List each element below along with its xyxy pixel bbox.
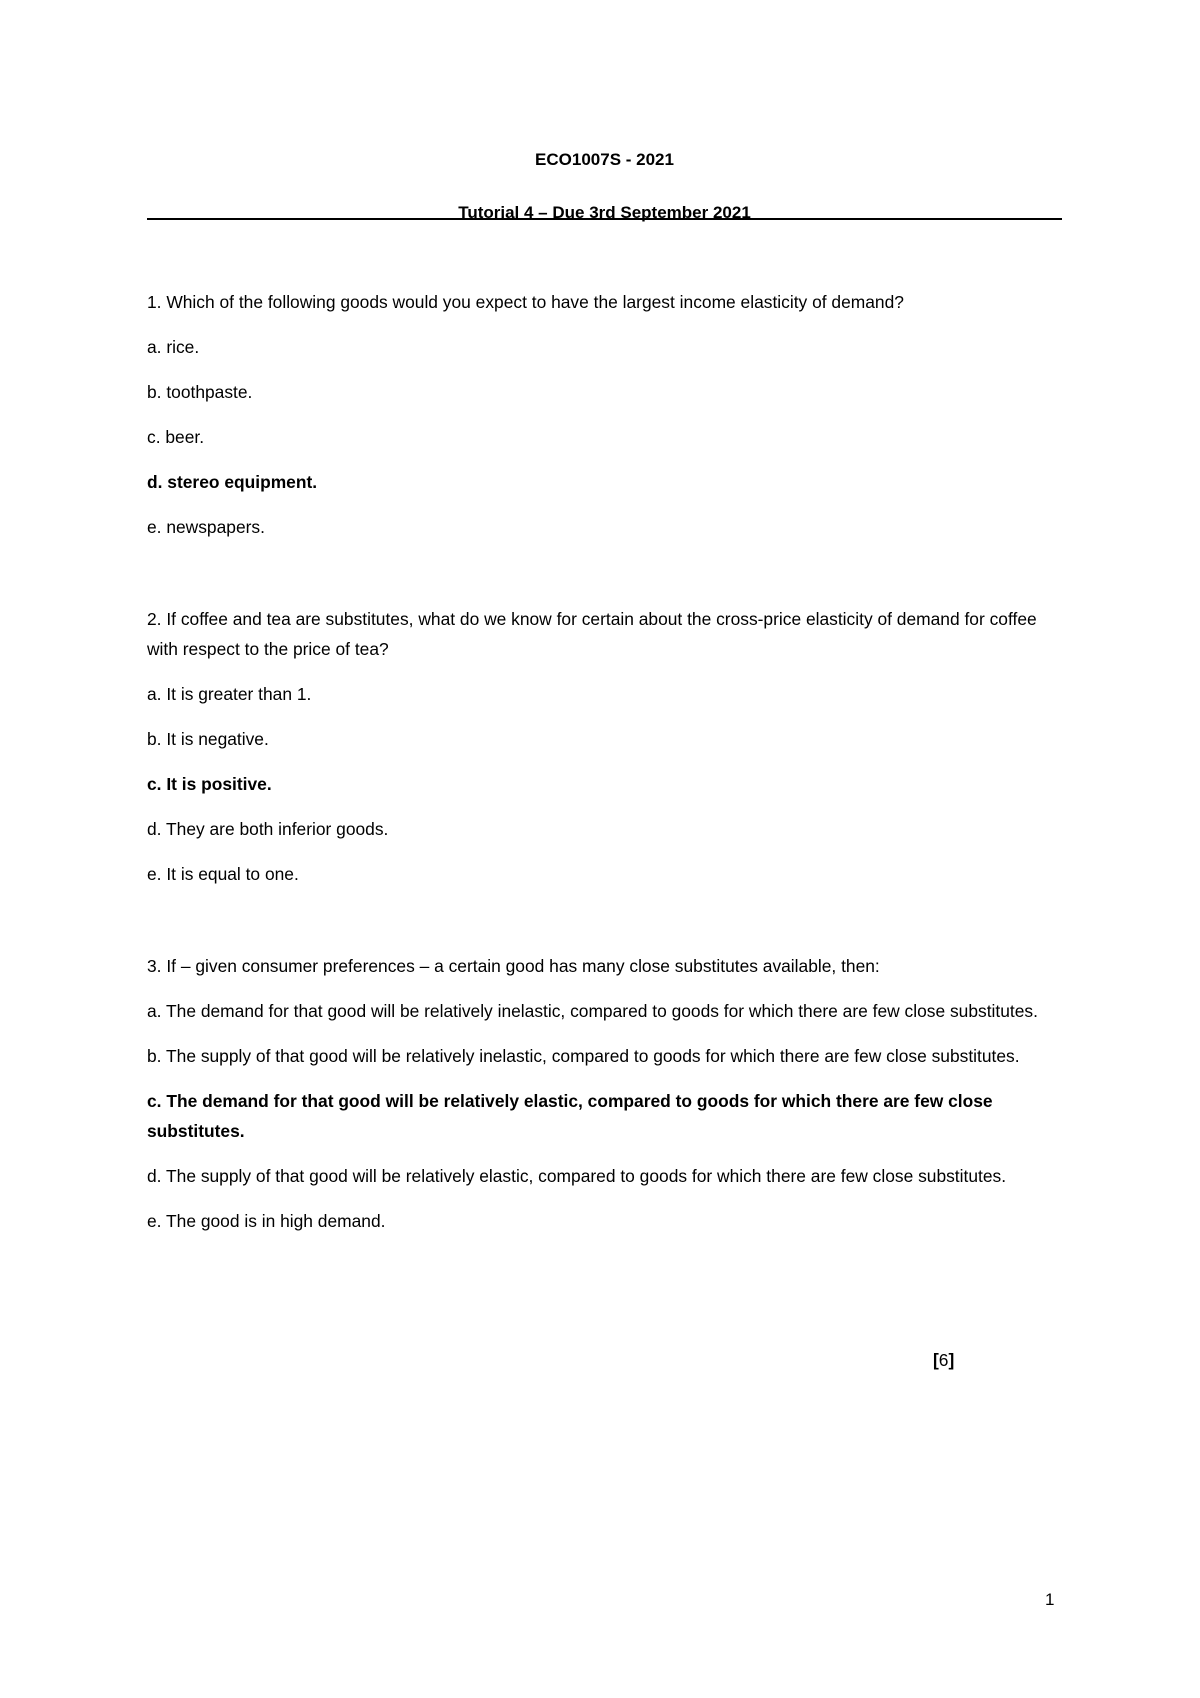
- option-c: c. The demand for that good will be relatively elastic, compared to goods for which there are few close substitutes.: [147, 1091, 993, 1141]
- question-spacer: [147, 904, 1062, 951]
- option-d: d. stereo equipment.: [147, 472, 318, 492]
- question-spacer: [147, 557, 1062, 604]
- option-e: e. It is equal to one.: [147, 864, 299, 884]
- question-2: [147, 604, 1062, 889]
- marks-close-bracket: ]: [948, 1350, 955, 1370]
- marks-open-bracket: [: [933, 1350, 939, 1370]
- tutorial-title: Tutorial 4 – Due 3rd September 2021: [458, 203, 751, 222]
- question-1: [147, 287, 1062, 542]
- total-marks: [933, 1348, 954, 1372]
- questions-section: [147, 287, 1062, 1251]
- option-d: d. The supply of that good will be relatively elastic, compared to goods for which there are few close substitutes.: [147, 1166, 1007, 1186]
- marks-value: 6: [938, 1350, 949, 1370]
- question-text: 2. If coffee and tea are substitutes, what do we know for certain about the cross-price elasticity of demand for coffee with respect to the price of tea?: [147, 609, 1037, 659]
- document-header: [147, 148, 1062, 225]
- option-c: c. It is positive.: [147, 774, 272, 794]
- option-a: a. It is greater than 1.: [147, 684, 312, 704]
- page-number: 1: [1045, 1590, 1055, 1609]
- question-text: 3. If – given consumer preferences – a certain good has many close substitutes available, then:: [147, 956, 880, 976]
- option-c: c. beer.: [147, 427, 205, 447]
- option-e: e. newspapers.: [147, 517, 265, 537]
- option-b: b. It is negative.: [147, 729, 269, 749]
- option-a: a. The demand for that good will be relatively inelastic, compared to goods for which there are few close substitutes.: [147, 1001, 1038, 1021]
- option-e: e. The good is in high demand.: [147, 1211, 386, 1231]
- option-a: a. rice.: [147, 337, 200, 357]
- header-divider: [147, 218, 1062, 220]
- option-b: b. toothpaste.: [147, 382, 253, 402]
- question-3: [147, 951, 1062, 1236]
- option-b: b. The supply of that good will be relatively inelastic, compared to goods for which there are few close substitutes.: [147, 1046, 1020, 1066]
- option-d: d. They are both inferior goods.: [147, 819, 389, 839]
- question-text: 1. Which of the following goods would you expect to have the largest income elasticity of demand?: [147, 292, 904, 312]
- course-code: ECO1007S - 2021: [535, 150, 674, 169]
